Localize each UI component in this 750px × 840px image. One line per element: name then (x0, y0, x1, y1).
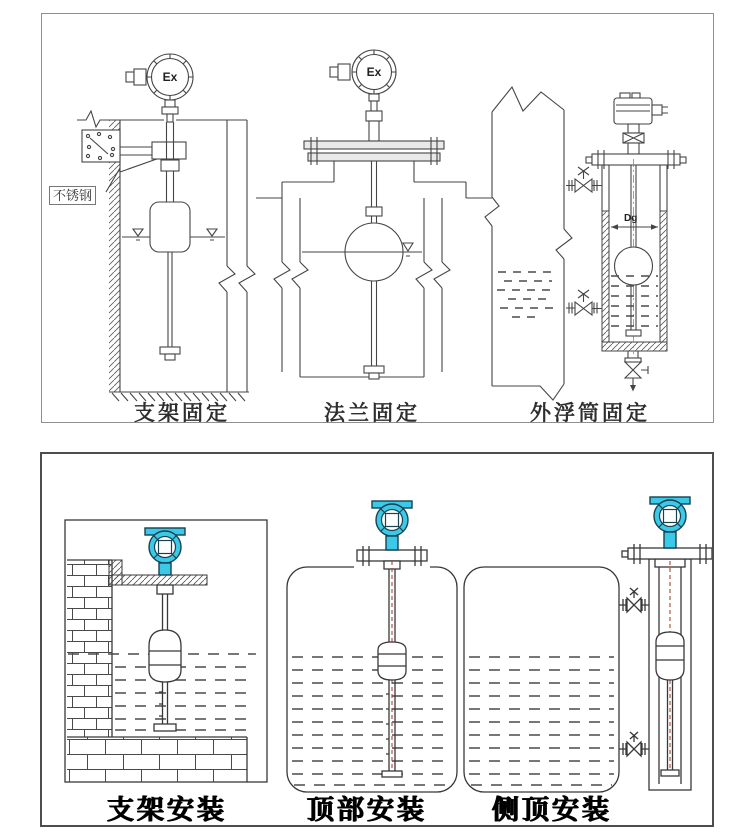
tank (464, 567, 619, 792)
flange-fixing-drawing (256, 50, 492, 379)
upper-connection-valve (619, 588, 649, 612)
bracket-installation-drawing (65, 520, 267, 782)
brick-wall (67, 560, 112, 737)
transmitter-head (145, 528, 185, 563)
float-body (378, 642, 406, 680)
dg-dimension (611, 224, 658, 229)
ball-float (615, 247, 653, 285)
caption-bracket-installation: 支架安装 (107, 795, 227, 825)
side-top-installation-drawing (464, 497, 712, 792)
support-shelf (112, 575, 207, 585)
liquid (469, 657, 614, 785)
drain-valve (625, 351, 648, 392)
brick-floor (67, 737, 247, 782)
upper-isolation-valve (566, 167, 602, 192)
float-body (149, 630, 181, 682)
dg-label: Dg (624, 213, 638, 224)
mounting-flange (357, 550, 427, 561)
caption-top-mount-installation: 顶部安装 (307, 795, 427, 825)
float-body (656, 632, 684, 680)
liquid (115, 667, 255, 730)
external-chamber-fixing-drawing (485, 87, 686, 400)
lower-connection-valve (619, 732, 649, 756)
wall-bracket-plate (82, 130, 120, 162)
caption-flange-fixing: 法兰固定 (324, 402, 420, 425)
float-body (150, 202, 190, 252)
tank (287, 567, 457, 792)
bracket-fixing-drawing (77, 54, 255, 401)
transmitter-head (614, 93, 668, 154)
liquid (292, 657, 452, 785)
caption-bracket-fixing: 支架固定 (134, 402, 230, 425)
ex-label: Ex (366, 65, 382, 79)
lower-isolation-valve (566, 290, 602, 315)
top-mount-installation-drawing (287, 501, 457, 792)
fixing-methods-panel (41, 13, 714, 423)
mounting-flange (304, 137, 444, 165)
transmitter-head (650, 497, 690, 532)
installation-methods-diagram (42, 454, 712, 825)
tank-liquid (497, 272, 558, 317)
stainless-steel-label: 不锈钢 (49, 186, 96, 205)
installation-methods-panel (40, 452, 714, 827)
ex-label: Ex (162, 70, 178, 84)
caption-side-top-installation: 侧顶安装 (492, 795, 612, 825)
caption-external-chamber-fixing: 外浮筒固定 (530, 402, 650, 425)
transmitter-head (372, 501, 412, 536)
